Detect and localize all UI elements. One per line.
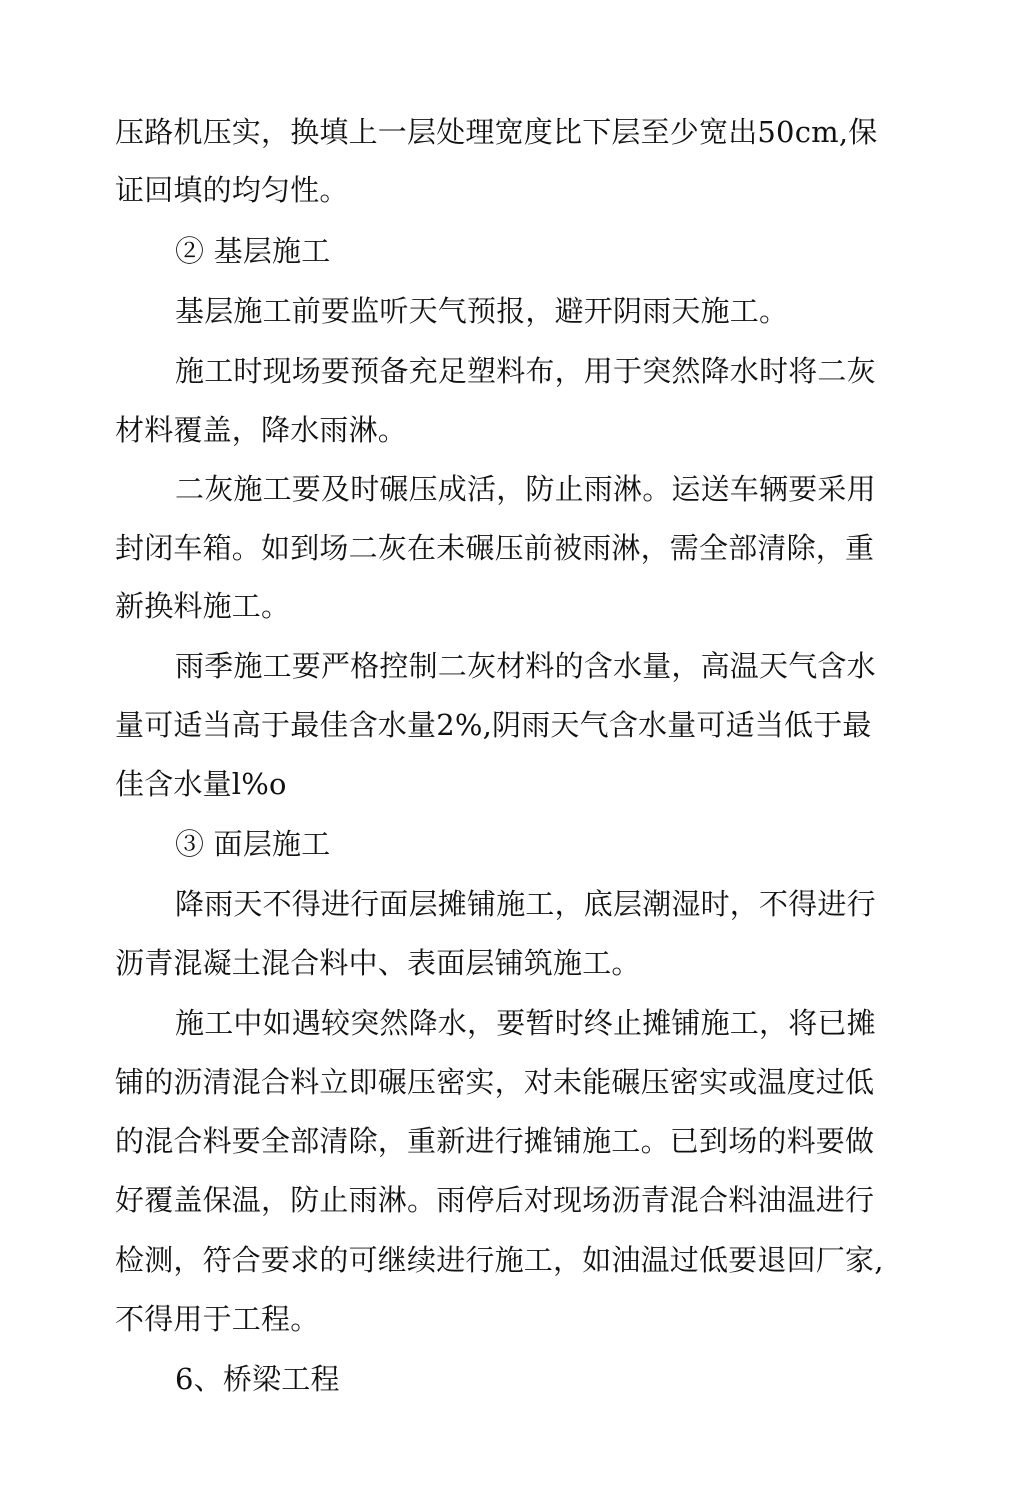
text-line-15: 沥青混凝土混合料中、表面层铺筑施工。 [115,946,641,980]
text-line-20: 检测，符合要求的可继续进行施工，如油温过低要退回厂家, [115,1243,884,1277]
text-line-14: 降雨天不得进行面层摊铺施工，底层潮湿时，不得进行 [175,887,876,921]
section-heading-surface-layer: ③ 面层施工 [175,827,331,861]
text-line-12: 佳含水量l%o [115,767,287,801]
text-line-5: 施工时现场要预备充足塑料布，用于突然降水时将二灰 [175,354,876,388]
section-heading-base-layer: ② 基层施工 [175,234,331,268]
text-line-2: 证回填的均匀性。 [115,173,349,207]
text-line-4: 基层施工前要监听天气预报，避开阴雨天施工。 [175,294,789,328]
text-line-6: 材料覆盖，降水雨淋。 [115,413,408,447]
text-line-7: 二灰施工要及时碾压成活，防止雨淋。运送车辆要采用 [175,472,876,506]
text-line-8: 封闭车箱。如到场二灰在未碾压前被雨淋，需全部清除，重 [115,531,875,565]
text-line-10: 雨季施工要严格控制二灰材料的含水量，高温天气含水 [175,649,876,683]
text-line-16: 施工中如遇较突然降水，要暂时终止摊铺施工，将已摊 [175,1006,876,1040]
text-line-17: 铺的沥清混合料立即碾压密实，对未能碾压密实或温度过低 [115,1065,875,1099]
section-heading-bridge-engineering: 6、桥梁工程 [175,1362,340,1396]
text-line-9: 新换料施工。 [115,589,291,623]
text-line-21: 不得用于工程。 [115,1302,320,1336]
text-line-18: 的混合料要全部清除，重新进行摊铺施工。已到场的料要做 [115,1124,875,1158]
text-line-19: 好覆盖保温，防止雨淋。雨停后对现场沥青混合料油温进行 [115,1183,875,1217]
text-line-1: 压路机压实，换填上一层处理宽度比下层至少宽出50cm,保 [115,115,878,149]
text-line-11: 量可适当高于最佳含水量2%,阴雨天气含水量可适当低于最 [115,708,872,742]
